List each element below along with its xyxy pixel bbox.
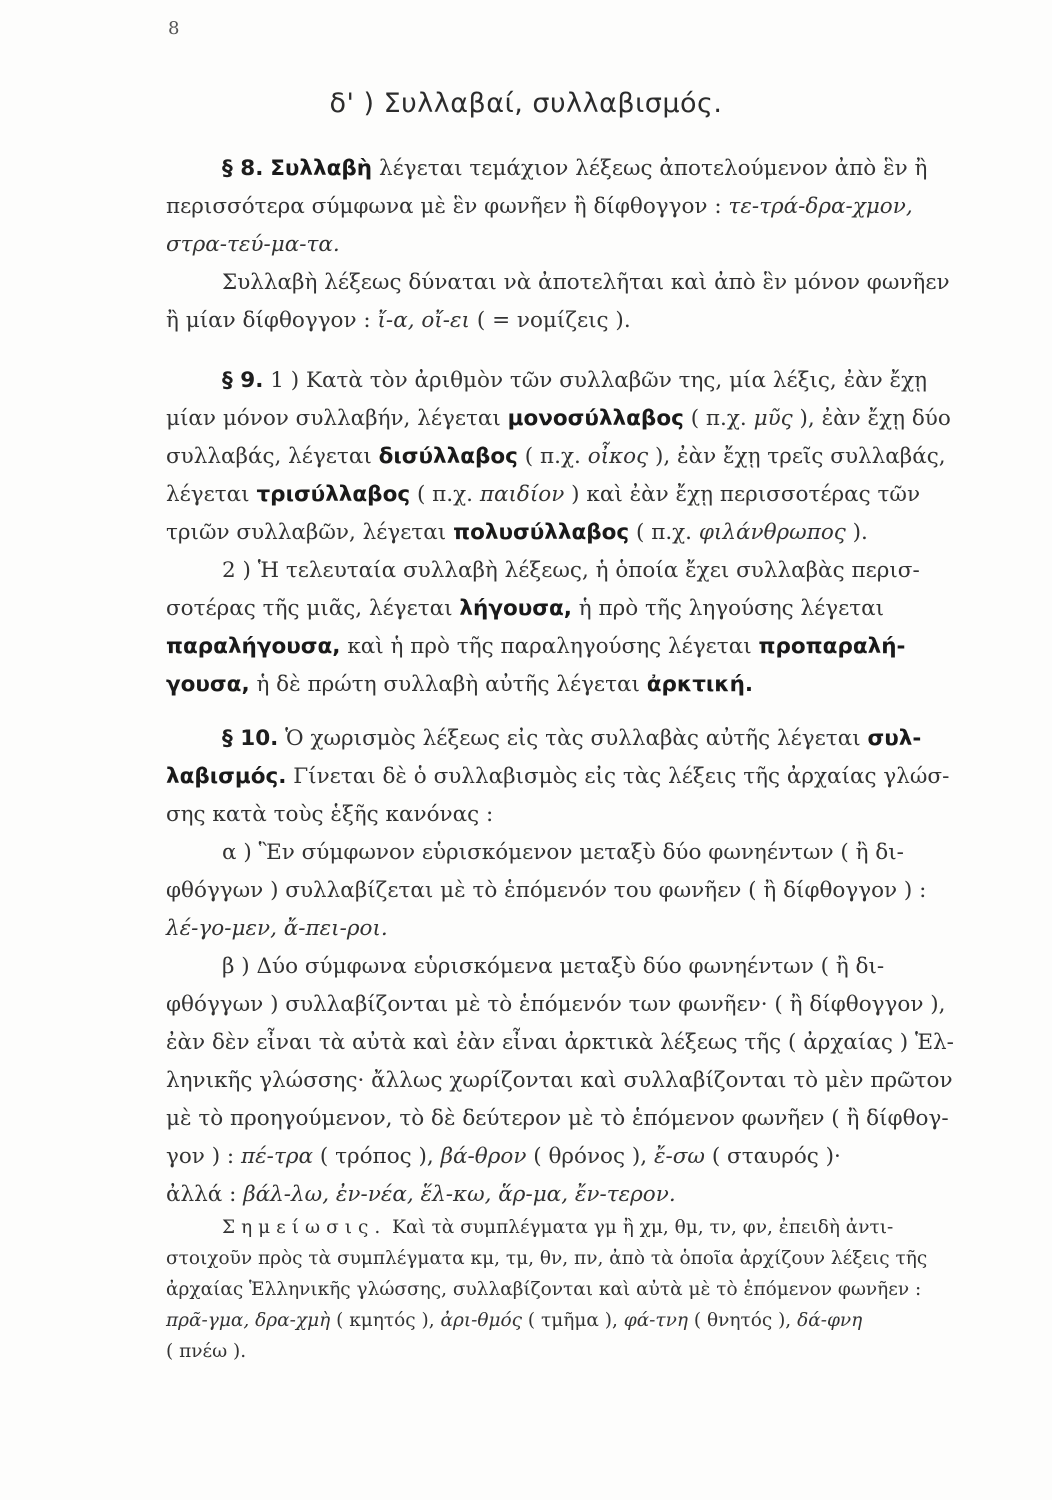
rule-b-line-6 bbox=[166, 1138, 1018, 1176]
text: ἀλλά : bbox=[166, 1182, 237, 1207]
example: πέ-τρα bbox=[241, 1144, 314, 1169]
example: οἶκος bbox=[587, 444, 649, 469]
text: λέγεται τεμάχιον λέξεως ἀποτελούμενον ἀπὸ ἓν ἢ bbox=[378, 156, 928, 181]
term-syllabismos: συλ- bbox=[867, 726, 922, 751]
term-syllabe: Συλλαβὴ bbox=[270, 156, 373, 181]
rule-b-line-4: ληνικῆς γλώσσης· ἄλλως χωρίζονται καὶ συλλαβίζονται τὸ μὲν πρῶτον bbox=[166, 1068, 953, 1093]
example: ἔ-σω bbox=[653, 1144, 705, 1169]
paragraph-sec10 bbox=[166, 720, 1018, 1214]
sec9-line-7 bbox=[166, 590, 1018, 628]
sec8-line-4: Συλλαβὴ λέξεως δύναται νὰ ἀποτελῆται καὶ ἀπὸ ἓν μόνον φωνῆεν bbox=[222, 270, 950, 295]
section-heading: δ' ) Συλλαβαί, συλλαβισμός. bbox=[329, 88, 723, 119]
text: Γίνεται δὲ ὁ συλλαβισμὸς εἰς τὰς λέξεις τῆς ἀρχαίας γλώσ- bbox=[293, 764, 950, 789]
sec9-line-2 bbox=[166, 400, 1018, 438]
section-mark: § 8. bbox=[222, 156, 264, 181]
text: ἢ μίαν δίφθογγον : bbox=[166, 308, 371, 333]
note-label: Σημείωσις. bbox=[222, 1217, 387, 1238]
gloss: ( θνητός ), bbox=[693, 1310, 792, 1331]
gloss: ( θρόνος ), bbox=[533, 1144, 648, 1169]
section-mark: § 10. bbox=[222, 726, 279, 751]
sec9-line-4 bbox=[166, 476, 1018, 514]
text: ( = νομίζεις ). bbox=[476, 308, 631, 333]
rule-b-line-5: μὲ τὸ προηγούμενον, τὸ δὲ δεύτερον μὲ τὸ ἑπόμενον φωνῆεν ( ἢ δίφθογ- bbox=[166, 1106, 949, 1131]
sec9-line-1 bbox=[166, 362, 1018, 400]
sec8-line-1 bbox=[166, 150, 1018, 188]
section-mark: § 9. bbox=[222, 368, 264, 393]
term-polysyllabos: πολυσύλλαβος bbox=[453, 520, 630, 545]
example: ἀρι-θμός bbox=[440, 1310, 523, 1331]
example: ἴ-α, οἴ-ει bbox=[377, 308, 470, 333]
text: ἡ πρὸ τῆς ληγούσης λέγεται bbox=[578, 596, 885, 621]
example: βάλ-λω, ἐν-νέα, ἕλ-κω, ἅρ-μα, ἔν-τερον. bbox=[243, 1182, 676, 1207]
term-paralegousa: παραλήγουσα, bbox=[166, 634, 341, 659]
example: βά-θρον bbox=[440, 1144, 527, 1169]
text: ἡ δὲ πρώτη συλλαβὴ αὐτῆς λέγεται bbox=[256, 672, 640, 697]
text: ), ἐὰν ἔχῃ τρεῖς συλλαβάς, bbox=[655, 444, 946, 469]
gloss: ( τμῆμα ), bbox=[527, 1310, 618, 1331]
rule-b-line-3: ἐὰν δὲν εἶναι τὰ αὐτὰ καὶ ἐὰν εἶναι ἀρκτικὰ λέξεως τῆς ( ἀρχαίας ) Ἑλ- bbox=[166, 1030, 954, 1055]
text: ( π.χ. bbox=[416, 482, 473, 507]
term-disyllabos: δισύλλαβος bbox=[378, 444, 518, 469]
paragraph-sec9 bbox=[166, 362, 1018, 704]
term-arktike: ἀρκτική. bbox=[646, 672, 754, 697]
sec9-line-6: 2 ) Ἡ τελευταία συλλαβὴ λέξεως, ἡ ὁποία ἔχει συλλαβὰς περισ- bbox=[222, 558, 920, 583]
sec9-line-8 bbox=[166, 628, 1018, 666]
text: μίαν μόνον συλλαβήν, λέγεται bbox=[166, 406, 501, 431]
example: στρα-τεύ-μα-τα. bbox=[166, 232, 340, 257]
text: γον ) : bbox=[166, 1144, 235, 1169]
gloss: ( τρόπος ), bbox=[319, 1144, 434, 1169]
rule-b-line-7 bbox=[166, 1176, 1018, 1214]
example: δά-φνη bbox=[797, 1310, 863, 1331]
example: τε-τρά-δρα-χμον, bbox=[728, 194, 913, 219]
rule-a-line-3 bbox=[166, 910, 1018, 948]
note-line-5: ( πνέω ). bbox=[166, 1341, 247, 1362]
note-line-2: στοιχοῦν πρὸς τὰ συμπλέγματα κμ, τμ, θν, πν, ἀπὸ τὰ ὁποῖα ἀρχίζουν λέξεις τῆς bbox=[166, 1248, 928, 1269]
rule-a-line-1: α ) Ἓν σύμφωνον εὑρισκόμενον μεταξὺ δύο φωνηέντων ( ἢ δι- bbox=[222, 840, 904, 865]
gloss: ( κμητός ), bbox=[336, 1310, 435, 1331]
text: ), ἐὰν ἔχῃ δύο bbox=[799, 406, 951, 431]
text: Ὁ χωρισμὸς λέξεως εἰς τὰς συλλαβὰς αὐτῆς λέγεται bbox=[285, 726, 861, 751]
note-line-1 bbox=[166, 1212, 1018, 1243]
text: τριῶν συλλαβῶν, λέγεται bbox=[166, 520, 447, 545]
term-proparalegousa: προπαραλή- bbox=[758, 634, 906, 659]
term-legousa: λήγουσα, bbox=[459, 596, 572, 621]
text: περισσότερα σύμφωνα μὲ ἓν φωνῆεν ἢ δίφθογγον : bbox=[166, 194, 722, 219]
sec9-line-9 bbox=[166, 666, 1018, 704]
sec8-line-3 bbox=[166, 226, 1018, 264]
example: λέ-γο-μεν, ἄ-πει-ροι. bbox=[166, 916, 388, 941]
rule-b-line-2: φθόγγων ) συλλαβίζονται μὲ τὸ ἑπόμενόν των φωνῆεν· ( ἢ δίφθογγον ), bbox=[166, 992, 946, 1017]
text: Καὶ τὰ συμπλέγματα γμ ἢ χμ, θμ, τν, φν, ἐπειδὴ ἀντι- bbox=[392, 1217, 894, 1238]
sec9-line-3 bbox=[166, 438, 1018, 476]
sec10-line-3: σης κατὰ τοὺς ἑξῆς κανόνας : bbox=[166, 802, 494, 827]
term-trisyllabos: τρισύλλαβος bbox=[256, 482, 411, 507]
sec8-line-2 bbox=[166, 188, 1018, 226]
text: συλλαβάς, λέγεται bbox=[166, 444, 372, 469]
term-syllabismos-end: λαβισμός. bbox=[166, 764, 287, 789]
text: ( π.χ. bbox=[635, 520, 693, 545]
sec8-line-5 bbox=[166, 302, 1018, 340]
text: ( π.χ. bbox=[524, 444, 581, 469]
sec9-line-5 bbox=[166, 514, 1018, 552]
text: ). bbox=[852, 520, 868, 545]
text: ) καὶ ἐὰν ἔχῃ περισσοτέρας τῶν bbox=[571, 482, 921, 507]
paragraph-sec8 bbox=[166, 150, 1018, 340]
note-block bbox=[166, 1212, 1018, 1367]
sec10-line-1 bbox=[166, 720, 1018, 758]
sec10-line-2 bbox=[166, 758, 1018, 796]
text: λέγεται bbox=[166, 482, 250, 507]
example: παιδίον bbox=[479, 482, 565, 507]
page-number: 8 bbox=[168, 18, 180, 39]
text: 1 ) Κατὰ τὸν ἀριθμὸν τῶν συλλαβῶν της, μία λέξις, ἐὰν ἔχῃ bbox=[270, 368, 927, 393]
note-line-3: ἀρχαίας Ἑλληνικῆς γλώσσης, συλλαβίζονται καὶ αὐτὰ μὲ τὸ ἑπόμενον φωνῆεν : bbox=[166, 1279, 922, 1300]
rule-b-line-1: β ) Δύο σύμφωνα εὑρισκόμενα μεταξὺ δύο φωνηέντων ( ἢ δι- bbox=[222, 954, 885, 979]
text: ( π.χ. bbox=[690, 406, 747, 431]
example: πρᾶ-γμα, bbox=[166, 1310, 250, 1331]
text: καὶ ἡ πρὸ τῆς παραληγούσης λέγεται bbox=[347, 634, 752, 659]
example: δρα-χμὴ bbox=[255, 1310, 331, 1331]
example: φιλάνθρωπος bbox=[698, 520, 846, 545]
gloss: ( σταυρός )· bbox=[711, 1144, 841, 1169]
example: φά-τνη bbox=[623, 1310, 688, 1331]
rule-a-line-2: φθόγγων ) συλλαβίζεται μὲ τὸ ἑπόμενόν του φωνῆεν ( ἢ δίφθογγον ) : bbox=[166, 878, 927, 903]
text: σοτέρας τῆς μιᾶς, λέγεται bbox=[166, 596, 453, 621]
note-line-4 bbox=[166, 1305, 1018, 1336]
example: μῦς bbox=[753, 406, 793, 431]
term-monosyllabos: μονοσύλλαβος bbox=[507, 406, 684, 431]
term-proparalegousa-end: γουσα, bbox=[166, 672, 250, 697]
